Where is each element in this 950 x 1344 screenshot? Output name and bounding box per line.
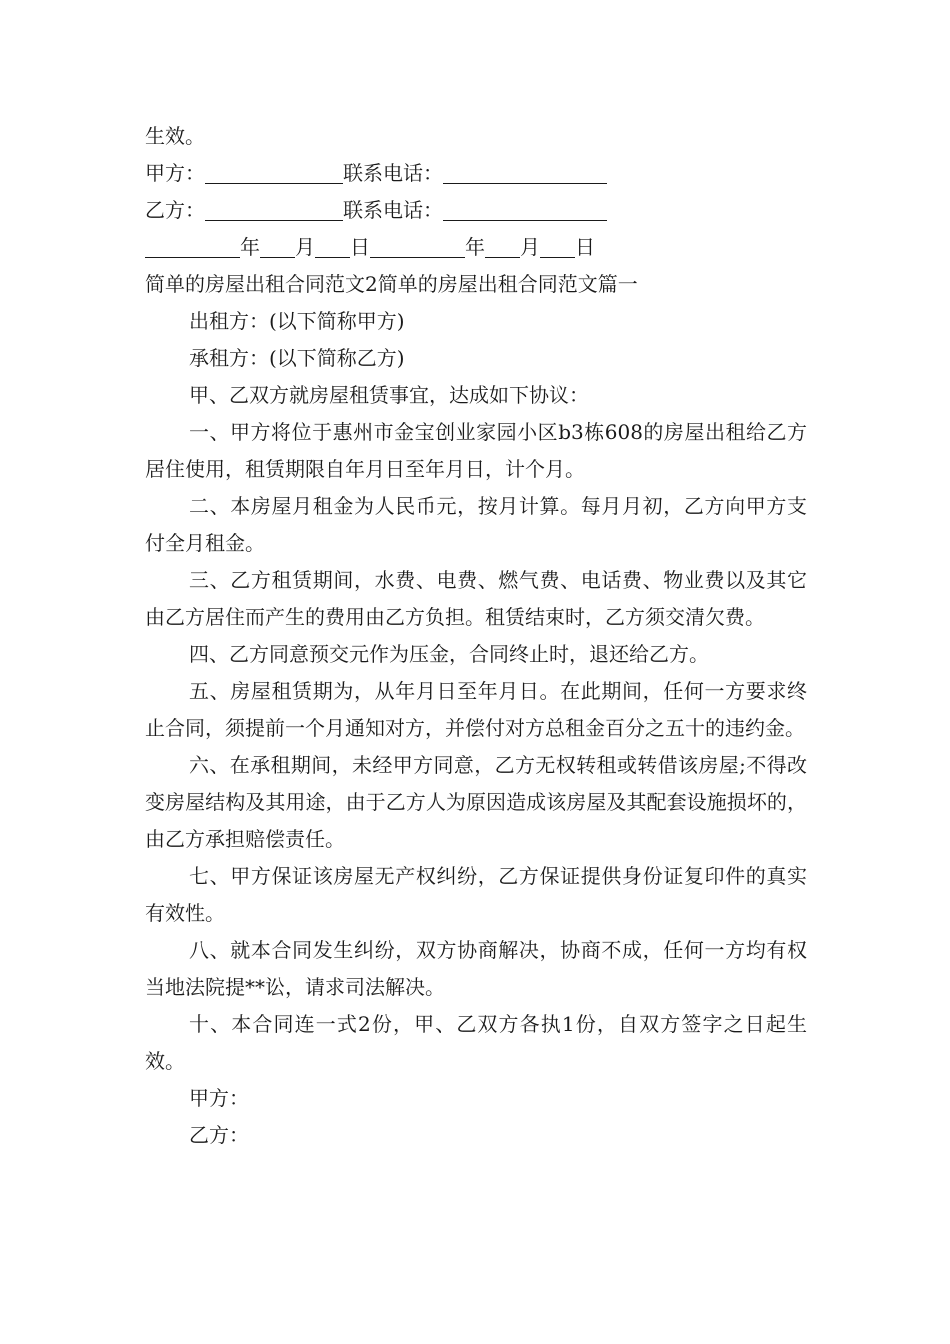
date-b-year-blank bbox=[370, 233, 465, 258]
party-b-signature-line bbox=[145, 192, 807, 229]
lessee-line: 承租方：(以下简称乙方) bbox=[189, 346, 405, 370]
clause-1: 一、甲方将位于惠州市金宝创业家园小区b3栋608的房屋出租给乙方居住使用，租赁期限自年月日至年月日，计个月。 bbox=[145, 420, 807, 481]
date-line bbox=[145, 229, 807, 266]
party-a-label: 甲方： bbox=[145, 161, 205, 185]
sign-party-a: 甲方： bbox=[189, 1086, 249, 1110]
sign-party-b: 乙方： bbox=[189, 1123, 249, 1147]
preamble-line: 甲、乙双方就房屋租赁事宜，达成如下协议： bbox=[189, 383, 589, 407]
clause-5: 五、房屋租赁期为，从年月日至年月日。在此期间，任何一方要求终止合同，须提前一个月通知对方，并偿付对方总租金百分之五十的违约金。 bbox=[145, 679, 807, 740]
date-b-month-blank bbox=[485, 233, 520, 258]
party-a-blank bbox=[205, 159, 343, 184]
party-b-phone-blank bbox=[443, 196, 607, 221]
date-b-day-label: 日 bbox=[575, 235, 595, 259]
document-body bbox=[145, 118, 807, 1154]
party-b-label: 乙方： bbox=[145, 198, 205, 222]
date-a-day-blank bbox=[315, 233, 350, 258]
date-b-month-label: 月 bbox=[520, 235, 540, 259]
date-a-year-blank bbox=[145, 233, 240, 258]
clause-8: 八、就本合同发生纠纷，双方协商解决，协商不成，任何一方均有权当地法院提**讼，请求司法解决。 bbox=[145, 938, 807, 999]
lessor-line: 出租方：(以下简称甲方) bbox=[189, 309, 405, 333]
date-a-month-label: 月 bbox=[295, 235, 315, 259]
clause-10: 十、本合同连一式2份，甲、乙双方各执1份，自双方签字之日起生效。 bbox=[145, 1012, 807, 1073]
date-b-year-label: 年 bbox=[465, 235, 485, 259]
party-a-signature-line bbox=[145, 155, 807, 192]
document-heading: 简单的房屋出租合同范文2简单的房屋出租合同范文篇一 bbox=[145, 272, 638, 296]
date-a-year-label: 年 bbox=[240, 235, 260, 259]
date-b-day-blank bbox=[540, 233, 575, 258]
party-b-phone-label: 联系电话： bbox=[343, 198, 443, 222]
date-a-month-blank bbox=[260, 233, 295, 258]
clause-6: 六、在承租期间，未经甲方同意，乙方无权转租或转借该房屋;不得改变房屋结构及其用途，由于乙方人为原因造成该房屋及其配套设施损坏的，由乙方承担赔偿责任。 bbox=[145, 753, 807, 851]
clause-3: 三、乙方租赁期间，水费、电费、燃气费、电话费、物业费以及其它由乙方居住而产生的费用由乙方负担。租赁结束时，乙方须交清欠费。 bbox=[145, 568, 807, 629]
clause-7: 七、甲方保证该房屋无产权纠纷，乙方保证提供身份证复印件的真实有效性。 bbox=[145, 864, 807, 925]
clause-4: 四、乙方同意预交元作为压金，合同终止时，退还给乙方。 bbox=[189, 642, 709, 666]
party-a-phone-label: 联系电话： bbox=[343, 161, 443, 185]
party-b-blank bbox=[205, 196, 343, 221]
date-a-day-label: 日 bbox=[350, 235, 370, 259]
party-a-phone-blank bbox=[443, 159, 607, 184]
clause-2: 二、本房屋月租金为人民币元，按月计算。每月月初，乙方向甲方支付全月租金。 bbox=[145, 494, 807, 555]
intro-tail: 生效。 bbox=[145, 124, 205, 148]
